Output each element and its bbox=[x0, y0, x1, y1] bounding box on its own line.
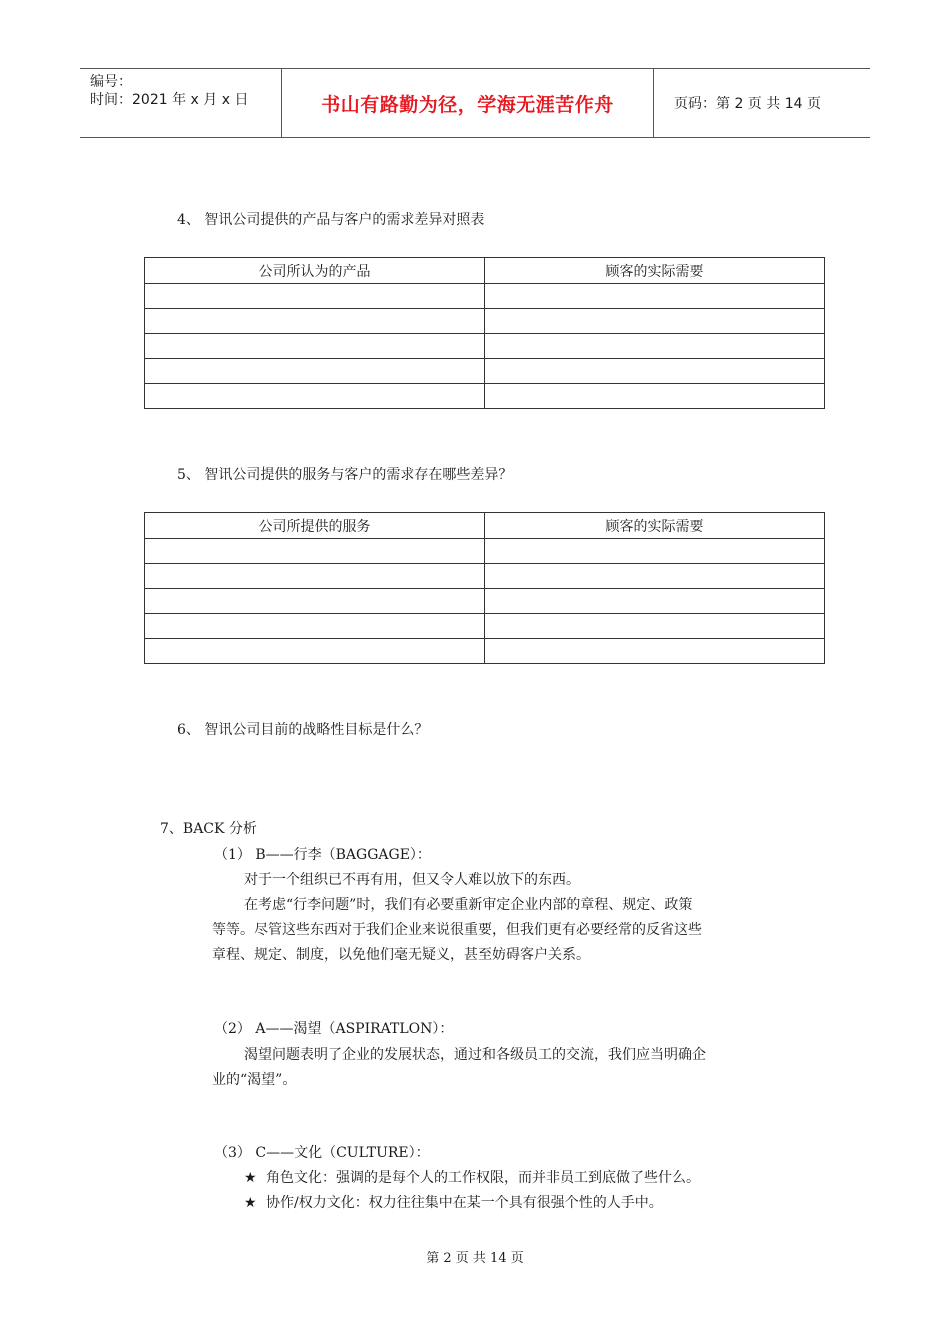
q6-title: 6、 智讯公司目前的战略性目标是什么？ bbox=[177, 722, 429, 738]
q7-c-item2 bbox=[244, 1191, 663, 1216]
table-row bbox=[145, 284, 825, 309]
q4-title: 4、 智讯公司提供的产品与客户的需求差异对照表 bbox=[177, 212, 485, 228]
table-cell[interactable] bbox=[485, 384, 825, 409]
table-row bbox=[145, 614, 825, 639]
table-cell[interactable] bbox=[145, 284, 485, 309]
table-cell[interactable] bbox=[485, 309, 825, 334]
table-header-row bbox=[145, 258, 825, 284]
q7-a-line1: 渴望问题表明了企业的发展状态，通过和各级员工的交流，我们应当明确企 bbox=[244, 1047, 706, 1063]
header-time-label: 时间：2021 年 x 月 x 日 bbox=[90, 92, 249, 108]
table-row bbox=[145, 564, 825, 589]
table-cell[interactable] bbox=[485, 564, 825, 589]
q4-col-customer-need: 顾客的实际需要 bbox=[485, 258, 825, 284]
header-page-info bbox=[664, 69, 870, 137]
q5-col-company-service: 公司所提供的服务 bbox=[145, 513, 485, 539]
table-row bbox=[145, 309, 825, 334]
table-cell[interactable] bbox=[145, 384, 485, 409]
header-meta bbox=[80, 69, 282, 137]
header-page-info-text: 页码：第 2 页 共 14 页 bbox=[674, 96, 821, 112]
q5-comparison-table bbox=[144, 512, 825, 664]
q7-c-item2-text: 协作/权力文化：权力往往集中在某一个具有很强个性的人手中。 bbox=[266, 1195, 663, 1211]
table-cell[interactable] bbox=[145, 539, 485, 564]
table-cell[interactable] bbox=[485, 359, 825, 384]
q7-c-item1-text: 角色文化：强调的是每个人的工作权限，而并非员工到底做了些什么。 bbox=[266, 1170, 700, 1186]
header-code-label: 编号： bbox=[90, 74, 132, 90]
page-header bbox=[80, 68, 870, 138]
q7-b-line2: 在考虑“行李问题”时，我们有必要重新审定企业内部的章程、规定、政策 bbox=[244, 897, 693, 913]
table-cell[interactable] bbox=[485, 614, 825, 639]
q7-b-line1: 对于一个组织已不再有用，但又令人难以放下的东西。 bbox=[244, 872, 580, 888]
table-cell[interactable] bbox=[145, 334, 485, 359]
page-footer: 第 2 页 共 14 页 bbox=[426, 1251, 524, 1266]
q4-col-company-product: 公司所认为的产品 bbox=[145, 258, 485, 284]
table-row bbox=[145, 539, 825, 564]
star-icon: ★ bbox=[244, 1195, 257, 1211]
table-cell[interactable] bbox=[485, 539, 825, 564]
q7-b-line3: 等等。尽管这些东西对于我们企业来说很重要，但我们更有必要经常的反省这些 bbox=[212, 922, 702, 938]
table-cell[interactable] bbox=[145, 309, 485, 334]
table-cell[interactable] bbox=[485, 334, 825, 359]
table-row bbox=[145, 359, 825, 384]
table-row bbox=[145, 384, 825, 409]
q7-title: 7、BACK 分析 bbox=[160, 821, 257, 837]
table-row bbox=[145, 589, 825, 614]
header-slogan: 书山有路勤为径，学海无涯苦作舟 bbox=[282, 69, 654, 137]
table-row bbox=[145, 639, 825, 664]
table-cell[interactable] bbox=[145, 564, 485, 589]
q7-c-heading: （3） C——文化（CULTURE）： bbox=[214, 1145, 430, 1161]
table-cell[interactable] bbox=[145, 589, 485, 614]
table-cell[interactable] bbox=[145, 359, 485, 384]
q7-a-heading: （2） A——渴望（ASPIRATLON）： bbox=[214, 1021, 454, 1037]
q7-c-item1 bbox=[244, 1166, 700, 1191]
table-header-row bbox=[145, 513, 825, 539]
star-icon: ★ bbox=[244, 1170, 257, 1186]
q7-a-line2: 业的“渴望”。 bbox=[212, 1072, 297, 1088]
table-cell[interactable] bbox=[485, 284, 825, 309]
table-row bbox=[145, 334, 825, 359]
q7-b-heading: （1） B——行李（BAGGAGE）： bbox=[214, 847, 431, 863]
table-cell[interactable] bbox=[485, 589, 825, 614]
table-cell[interactable] bbox=[145, 639, 485, 664]
q4-comparison-table bbox=[144, 257, 825, 409]
q5-col-customer-need: 顾客的实际需要 bbox=[485, 513, 825, 539]
q7-b-line4: 章程、规定、制度，以免他们毫无疑义，甚至妨碍客户关系。 bbox=[212, 947, 590, 963]
table-cell[interactable] bbox=[145, 614, 485, 639]
table-cell[interactable] bbox=[485, 639, 825, 664]
q5-title: 5、 智讯公司提供的服务与客户的需求存在哪些差异？ bbox=[177, 467, 513, 483]
